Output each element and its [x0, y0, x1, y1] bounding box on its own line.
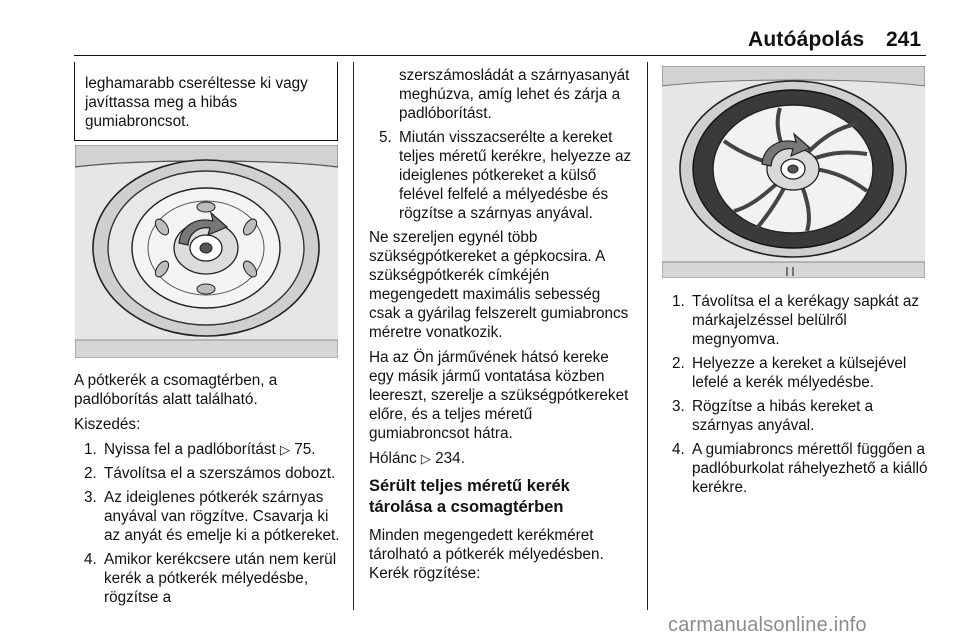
step-number: 3. — [84, 489, 97, 506]
page-title: Autóápolás — [748, 28, 865, 51]
paragraph: Minden megengedett kerékméret tárolható a pótkerék mélyedésben. Kerék rögzítése: — [369, 527, 604, 582]
reference-arrow-icon: ▷ — [280, 442, 291, 457]
paragraph: Ha az Ön járművének hátsó kereke egy másik jármű vontatása közben leereszt, szerelje a szükségpótkereket előre, és a teljes méretű gumiabroncsot hátra. — [369, 349, 629, 442]
step-text: Nyissa fel a padlóborítást — [104, 441, 276, 458]
step-text: Rögzítse a hibás kereket a szárnyas anyával. — [692, 398, 874, 434]
step-number: 5. — [379, 129, 392, 146]
list-item — [74, 550, 344, 607]
removal-steps — [74, 440, 344, 607]
step-number: 4. — [672, 441, 685, 458]
removal-label: Kiszedés: — [74, 416, 141, 433]
spare-wheel-illustration — [75, 145, 338, 358]
step-text: Távolítsa el a szerszámos dobozt. — [104, 465, 336, 482]
paragraph: Ne szereljen egynél több szükségpótkereket a gépkocsira. A szükségpótkerék címkéjén megengedett maximális sebesség csak a gyárilag felszerelt gumiabroncs méretre vonatkozik. — [369, 229, 629, 341]
step-text: Amikor kerékcsere után nem kerül kerék a pótkerék mélyedésbe, rögzítse a — [104, 551, 337, 606]
list-item — [369, 128, 633, 223]
right-column — [662, 292, 930, 502]
step-text: Az ideiglenes pótkerék szárnyas anyával van rögzítve. Csavarja ki az anyát és emelje ki a pótkereket. — [104, 489, 340, 544]
column-divider-1 — [353, 62, 354, 610]
damaged-wheel-storage-illustration — [662, 66, 925, 278]
list-item — [74, 464, 344, 483]
list-item — [662, 354, 930, 392]
list-item — [662, 397, 930, 435]
header-rule — [74, 55, 926, 56]
reference-arrow-icon: ▷ — [420, 451, 431, 466]
figure-caption: A pótkerék a csomagtérben, a padlóborítás alatt található. — [74, 372, 278, 408]
list-item — [74, 488, 344, 545]
section-heading: Sérült teljes méretű kerék tárolása a csomagtérben — [369, 477, 570, 516]
step-text: szerszámosládát a szárnyasanyát meghúzva, amíg lehet és zárja a padlóborítást. — [399, 67, 630, 122]
step-number: 1. — [672, 293, 685, 310]
watermark: carmanualsonline.info — [668, 614, 867, 636]
column-divider-2 — [647, 62, 648, 610]
step-number: 2. — [672, 355, 685, 372]
middle-column — [369, 66, 633, 589]
list-item — [369, 66, 633, 123]
step-number: 2. — [84, 465, 97, 482]
left-column — [74, 62, 340, 141]
list-item — [74, 440, 344, 459]
list-item — [662, 292, 930, 349]
step-number: 1. — [84, 441, 97, 458]
step-text: Helyezze a kereket a külsejével lefelé a kerék mélyedésbe. — [692, 355, 907, 391]
continued-steps — [369, 66, 633, 223]
left-column-text — [74, 371, 344, 612]
page-number: 241 — [886, 28, 922, 51]
list-item — [662, 440, 930, 497]
note-text: leghamarabb cseréltesse ki vagy javíttassa meg a hibás gumiabroncsot. — [85, 75, 308, 130]
step-text: Távolítsa el a kerékagy sapkát az márkajelzéssel belülről megnyomva. — [692, 293, 920, 348]
reference-label: Hólánc — [369, 450, 417, 467]
page-reference-link[interactable]: 75. — [294, 441, 316, 458]
step-number: 4. — [84, 551, 97, 568]
storage-steps — [662, 292, 930, 497]
step-number: 3. — [672, 398, 685, 415]
step-text: Miután visszacserélte a kereket teljes méretű kerékre, helyezze az ideiglenes pótkereket a külső felével felfelé a mélyedésbe és rögzítse a szárnyas anyával. — [399, 129, 632, 222]
note-box — [74, 62, 338, 141]
step-text: A gumiabroncs mérettől függően a padlóburkolat ráhelyezhető a kiálló kerékre. — [692, 441, 928, 496]
page-reference-link[interactable]: 234. — [435, 450, 465, 467]
snow-chain-reference — [369, 449, 633, 468]
